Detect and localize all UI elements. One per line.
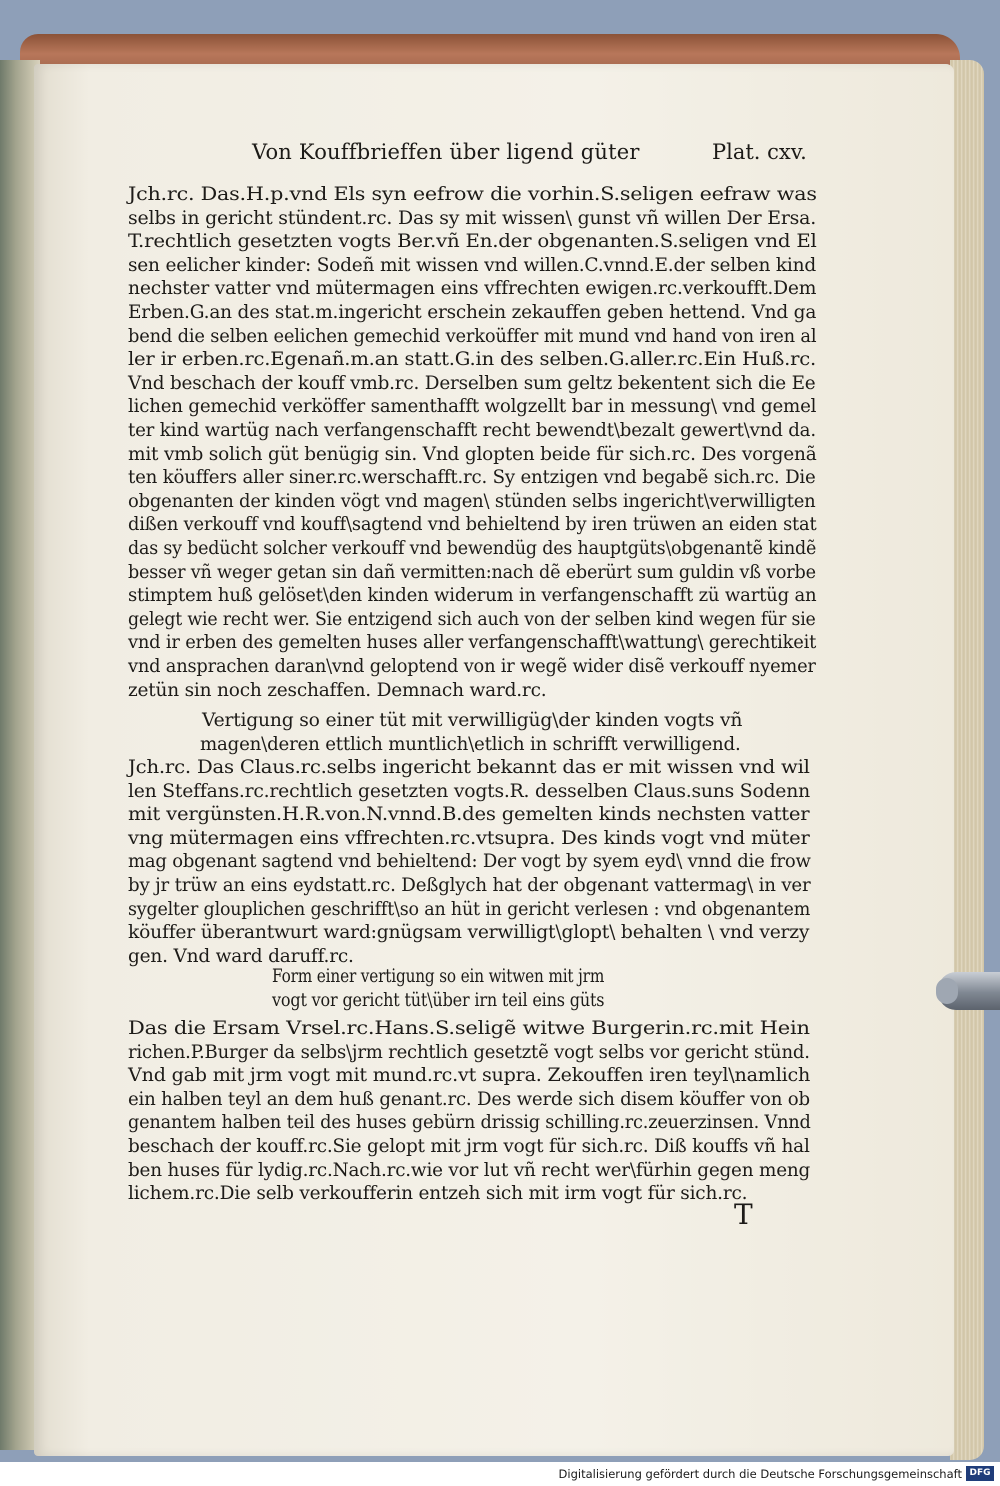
section3-line: genantem halben teil des huses gebürn drissig schilling.rc.zeuerzinsen. Vnnd <box>128 1112 811 1134</box>
section1-line: mit vmb solich güt benügig sin. Vnd glopten beide für sich.rc. Des vorgenã <box>128 443 817 465</box>
section1-line: T.rechtlich gesetzten vogts Ber.vñ En.der obgenanten.S.seligen vnd El <box>128 231 817 253</box>
section2-line: Jch.rc. Das Claus.rc.selbs ingericht bekannt das er mit wissen vnd wil <box>128 757 810 778</box>
catchword: T <box>734 1198 753 1231</box>
digitization-credit: Digitalisierung gefördert durch die Deutsche Forschungsgemeinschaft <box>558 1467 962 1481</box>
section1-line: sen eelicher kinder: Sodeñ mit wissen vnd willen.C.vnnd.E.der selben kind <box>128 254 816 276</box>
section1-line: zetün sin noch zeschaffen. Demnach ward.rc. <box>128 679 547 701</box>
dfg-logo: DFG <box>966 1466 994 1481</box>
section1-line: ler ir erben.rc.Egenañ.m.an statt.G.in des selben.G.aller.rc.Ein Huß.rc. <box>128 349 817 371</box>
section1-line: Jch.rc. Das.H.p.vnd Els syn eefrow die vorhin.S.seligen eefraw was <box>128 184 817 205</box>
section3-line: lichem.rc.Die selb verkoufferin entzeh sich mit irm vogt für sich.rc. <box>128 1183 748 1205</box>
section2-line: vng mütermagen eins vffrechten.rc.vtsupra. Des kinds vogt vnd müter <box>128 827 810 849</box>
section2-line: by jr trüw an eins eydstatt.rc. Deßglych hat der obgenant vattermag\ in ver <box>128 875 811 896</box>
heading2-line: vogt vor gericht tüt\über irn teil eins güts <box>272 989 605 1011</box>
section1-line: ten köuffers aller siner.rc.werschafft.rc. Sy entzigen vnd begabẽ sich.rc. Die <box>128 467 816 489</box>
section2-line: len Steffans.rc.rechtlich gesetzten vogts.R. desselben Claus.suns Sodenn <box>128 780 810 802</box>
section1-line: das sy bedücht solcher verkouff vnd bewendüg des hauptgüts\obgenantẽ kindẽ <box>128 538 817 559</box>
section1-line: stimptem huß gelöset\den kinden widerum in verfangenschafft zü wartüg an <box>128 585 817 607</box>
section3-line: Vnd gab mit jrm vogt mit mund.rc.vt supra. Zekouffen iren teyl\namlich <box>128 1065 811 1087</box>
heading1-line: Vertigung so einer tüt mit verwilligüg\der kinden vogts vñ <box>202 710 743 731</box>
section2-line: köuffer überantwurt ward:gnügsam verwilligt\glopt\ behalten \ vnd verzy <box>128 922 810 944</box>
section1-line: gelegt wie recht wer. Sie entzigend sich auch von der selben kind wegen für sie <box>128 608 816 630</box>
section1-line: vnd ir erben des gemelten huses aller verfangenschafft\wattung\ gerechtikeit <box>128 632 817 654</box>
section1-line: besser vñ weger getan sin dañ vermitten:nach dẽ eberürt sum guldin vß vorbe <box>128 561 816 583</box>
section1-line: obgenanten der kinden vögt vnd magen\ stünden selbs ingericht\verwilligten <box>128 490 816 512</box>
section1-line: Erben.G.an des stat.m.ingericht erschein zekauffen geben hettend. Vnd ga <box>128 302 817 323</box>
section3-line: ben huses für lydig.rc.Nach.rc.wie vor lut vñ recht wer\fürhin gegen meng <box>128 1159 811 1181</box>
section2-line: mit vergünsten.H.R.von.N.vnnd.B.des gemelten kinds nechsten vatter <box>128 804 810 826</box>
section1-line: Vnd beschach der kouff vmb.rc. Derselben sum geltz bekentent sich die Ee <box>128 372 816 394</box>
section1-line: nechster vatter vnd mütermagen eins vffrechten ewigen.rc.verkoufft.Dem <box>128 278 817 300</box>
section3-line: beschach der kouff.rc.Sie gelopt mit jrm vogt für sich.rc. Diß kouffs vñ hal <box>128 1136 810 1157</box>
heading2-line: Form einer vertigung so ein witwen mit jrm <box>272 966 605 987</box>
section3-line: ein halben teyl an dem huß genant.rc. Des werde sich disem köuffer von ob <box>128 1088 810 1110</box>
section1-line: selbs in gericht stündent.rc. Das sy mit wissen\ gunst vñ willen Der Ersa. <box>128 207 817 229</box>
folio-number: Plat. cxv. <box>712 140 807 164</box>
running-head: Von Kouffbrieffen über ligend güter <box>252 140 640 164</box>
page-stack-edge <box>950 60 984 1460</box>
section1-line: vnd ansprachen daran\vnd geloptend von ir wegẽ wider disẽ verkouff nyemer <box>128 656 816 677</box>
section3-line: richen.P.Burger da selbs\jrm rechtlich gesetztẽ vogt selbs vor gericht stünd. <box>128 1041 810 1063</box>
section1-line: lichen gemechid verköffer samenthafft wolgzellt bar in messung\ vnd gemel <box>128 396 817 418</box>
heading1-line: magen\deren ettlich muntlich\etlich in schrifft verwilligend. <box>200 733 741 755</box>
page-weight-clip-tip <box>936 978 958 1004</box>
section2-line: mag obgenant sagtend vnd behieltend: Der vogt by syem eyd\ vnnd die frow <box>128 851 811 873</box>
section1-line: ter kind wartüg nach verfangenschafft recht bewendt\bezalt gewert\vnd da. <box>128 420 816 441</box>
section2-line: gen. Vnd ward daruff.rc. <box>128 945 354 967</box>
section1-line: dißen verkouff vnd kouff\sagtend vnd behieltend by iren trüwen an eiden stat <box>128 514 817 536</box>
section2-line: sygelter glouplichen geschrifft\so an hüt in gericht verlesen : vnd obgenantem <box>128 898 811 920</box>
section3-line: Das die Ersam Vrsel.rc.Hans.S.seligẽ witwe Burgerin.rc.mit Hein <box>128 1018 810 1039</box>
section1-line: bend die selben eelichen gemechid verkoüffer mit mund vnd hand von iren al <box>128 325 817 347</box>
